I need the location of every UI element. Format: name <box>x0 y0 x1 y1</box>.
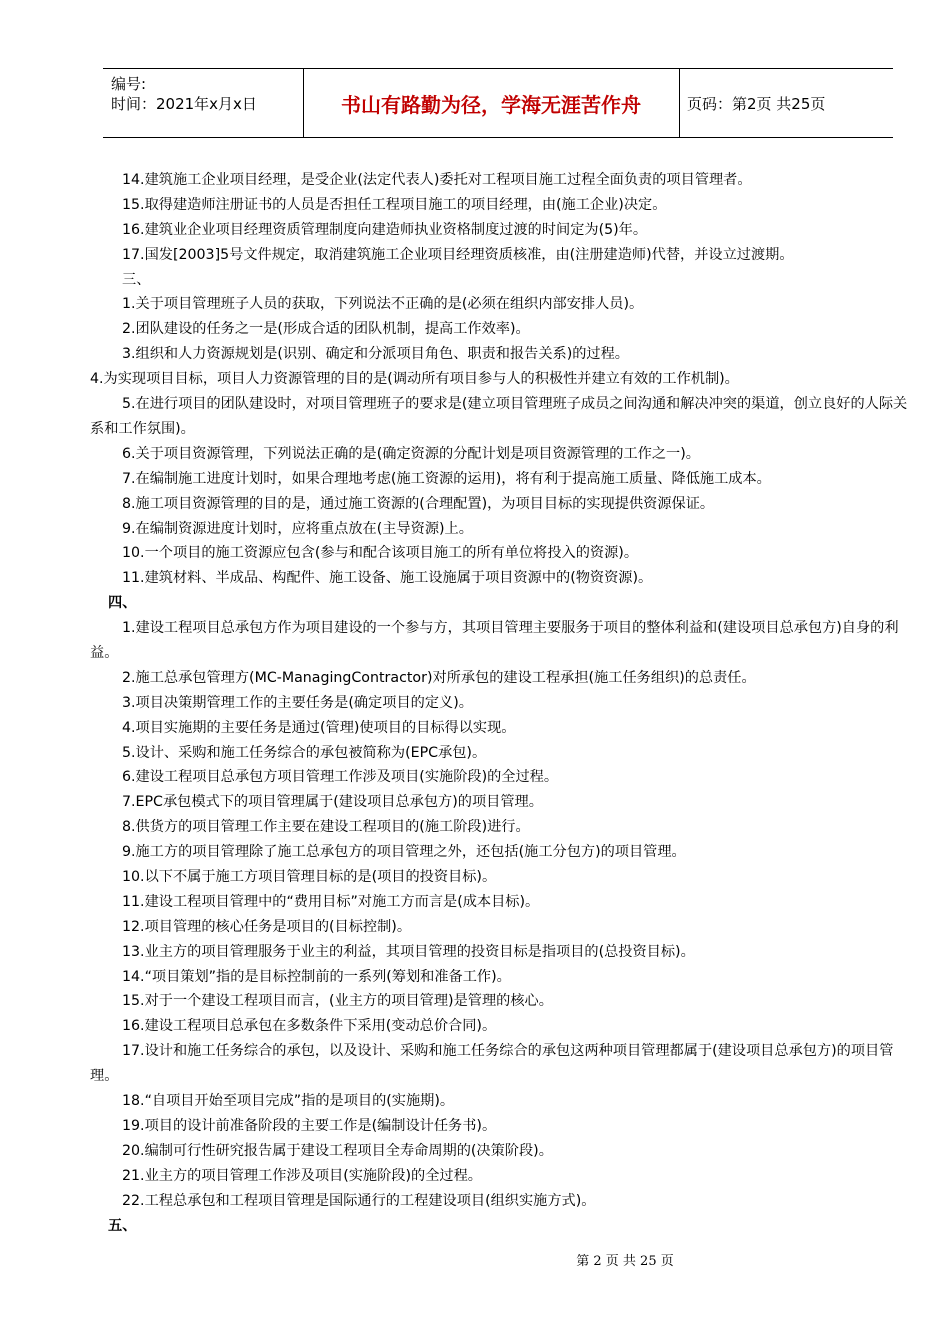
document-body <box>90 168 908 1238</box>
text-line: 4.为实现项目目标，项目人力资源管理的目的是(调动所有项目参与人的积极性并建立有效的工作机制)。 <box>90 371 739 388</box>
text-line: 16.建筑业企业项目经理资质管理制度向建造师执业资格制度过渡的时间定为(5)年。 <box>122 221 648 238</box>
text-line: 5.在进行项目的团队建设时，对项目管理班子的要求是(建立项目管理班子成员之间沟通和解决冲突的渠道，创立良好的人际关系和工作氛围)。 <box>90 396 908 437</box>
text-line: 17.国发[2003]5号文件规定，取消建筑施工企业项目经理资质核准，由(注册建造师)代替，并设立过渡期。 <box>122 246 794 263</box>
text-line: 22.工程总承包和工程项目管理是国际通行的工程建设项目(组织实施方式)。 <box>122 1192 596 1209</box>
text-line: 2.施工总承包管理方(MC-ManagingContractor)对所承包的建设工程承担(施工任务组织)的总责任。 <box>122 669 756 686</box>
header-motto: 书山有路勤为径，学海无涯苦作舟 <box>341 92 641 117</box>
code-label: 编号: <box>111 75 147 93</box>
text-line: 10.以下不属于施工方项目管理目标的是(项目的投资目标)。 <box>122 869 497 885</box>
text-line: 1.关于项目管理班子人员的获取，下列说法不正确的是(必须在组织内部安排人员)。 <box>122 296 644 313</box>
text-line: 14.“项目策划”指的是目标控制前的一系列(筹划和准备工作)。 <box>122 968 511 985</box>
text-line: 20.编制可行性研究报告属于建设工程项目全寿命周期的(决策阶段)。 <box>122 1142 553 1159</box>
time-label: 时间：2021年x月x日 <box>111 95 257 113</box>
header-meta <box>111 74 301 114</box>
text-line: 11.建设工程项目管理中的“费用目标”对施工方而言是(成本目标)。 <box>122 893 540 910</box>
text-line: 9.在编制资源进度计划时，应将重点放在(主导资源)上。 <box>122 520 473 537</box>
text-line: 15.对于一个建设工程项目而言，(业主方的项目管理)是管理的核心。 <box>122 993 553 1010</box>
text-line: 3.项目决策期管理工作的主要任务是(确定项目的定义)。 <box>122 694 473 711</box>
header-page-label: 页码：第2页 共25页 <box>687 94 826 113</box>
text-line: 7.EPC承包模式下的项目管理属于(建设项目总承包方)的项目管理。 <box>122 794 543 811</box>
text-line: 9.施工方的项目管理除了施工总承包方的项目管理之外，还包括(施工分包方)的项目管理。 <box>122 844 686 861</box>
text-line: 7.在编制施工进度计划时，如果合理地考虑(施工资源的运用)，将有利于提高施工质量、降低施工成本。 <box>122 470 771 487</box>
text-line: 8.供货方的项目管理工作主要在建设工程项目的(施工阶段)进行。 <box>122 819 530 836</box>
text-line: 6.建设工程项目总承包方项目管理工作涉及项目(实施阶段)的全过程。 <box>122 769 559 786</box>
text-line: 三、 <box>122 271 151 288</box>
page-footer <box>0 1250 950 1269</box>
text-line: 21.业主方的项目管理工作涉及项目(实施阶段)的全过程。 <box>122 1167 482 1184</box>
text-line: 16.建设工程项目总承包在多数条件下采用(变动总价合同)。 <box>122 1018 497 1035</box>
text-line: 11.建筑材料、半成品、构配件、施工设备、施工设施属于项目资源中的(物资资源)。 <box>122 570 653 587</box>
header-divider <box>679 69 680 137</box>
text-line: 15.取得建造师注册证书的人员是否担任工程项目施工的项目经理，由(施工企业)决定。 <box>122 196 667 213</box>
text-line: 6.关于项目资源管理，下列说法正确的是(确定资源的分配计划是项目资源管理的工作之一)。 <box>122 445 700 462</box>
page-header <box>103 68 893 138</box>
text-line: 2.团队建设的任务之一是(形成合适的团队机制，提高工作效率)。 <box>122 321 530 338</box>
text-line: 19.项目的设计前准备阶段的主要工作是(编制设计任务书)。 <box>122 1117 497 1134</box>
page-number: 第 2 页 共 25 页 <box>576 1254 674 1269</box>
text-line: 14.建筑施工企业项目经理，是受企业(法定代表人)委托对工程项目施工过程全面负责的项目管理者。 <box>122 172 752 188</box>
text-line: 五、 <box>108 1217 137 1234</box>
text-line: 10.一个项目的施工资源应包含(参与和配合该项目施工的所有单位将投入的资源)。 <box>122 545 639 562</box>
text-line: 18.“自项目开始至项目完成”指的是项目的(实施期)。 <box>122 1093 455 1110</box>
text-line: 5.设计、采购和施工任务综合的承包被简称为(EPC承包)。 <box>122 744 487 761</box>
text-line: 13.业主方的项目管理服务于业主的利益，其项目管理的投资目标是指项目的(总投资目标)。 <box>122 943 695 960</box>
text-line: 1.建设工程项目总承包方作为项目建设的一个参与方，其项目管理主要服务于项目的整体利益和(建设项目总承包方)自身的利益。 <box>90 620 899 661</box>
header-divider <box>303 69 304 137</box>
text-line: 四、 <box>108 595 137 612</box>
text-line: 12.项目管理的核心任务是项目的(目标控制)。 <box>122 918 412 935</box>
text-line: 8.施工项目资源管理的目的是，通过施工资源的(合理配置)，为项目目标的实现提供资源保证。 <box>122 495 715 512</box>
text-line: 4.项目实施期的主要任务是通过(管理)使项目的目标得以实现。 <box>122 719 516 736</box>
text-line: 3.组织和人力资源规划是(识别、确定和分派项目角色、职责和报告关系)的过程。 <box>122 346 629 363</box>
text-line: 17.设计和施工任务综合的承包，以及设计、采购和施工任务综合的承包这两种项目管理都属于(建设项目总承包方)的项目管理。 <box>90 1043 894 1085</box>
